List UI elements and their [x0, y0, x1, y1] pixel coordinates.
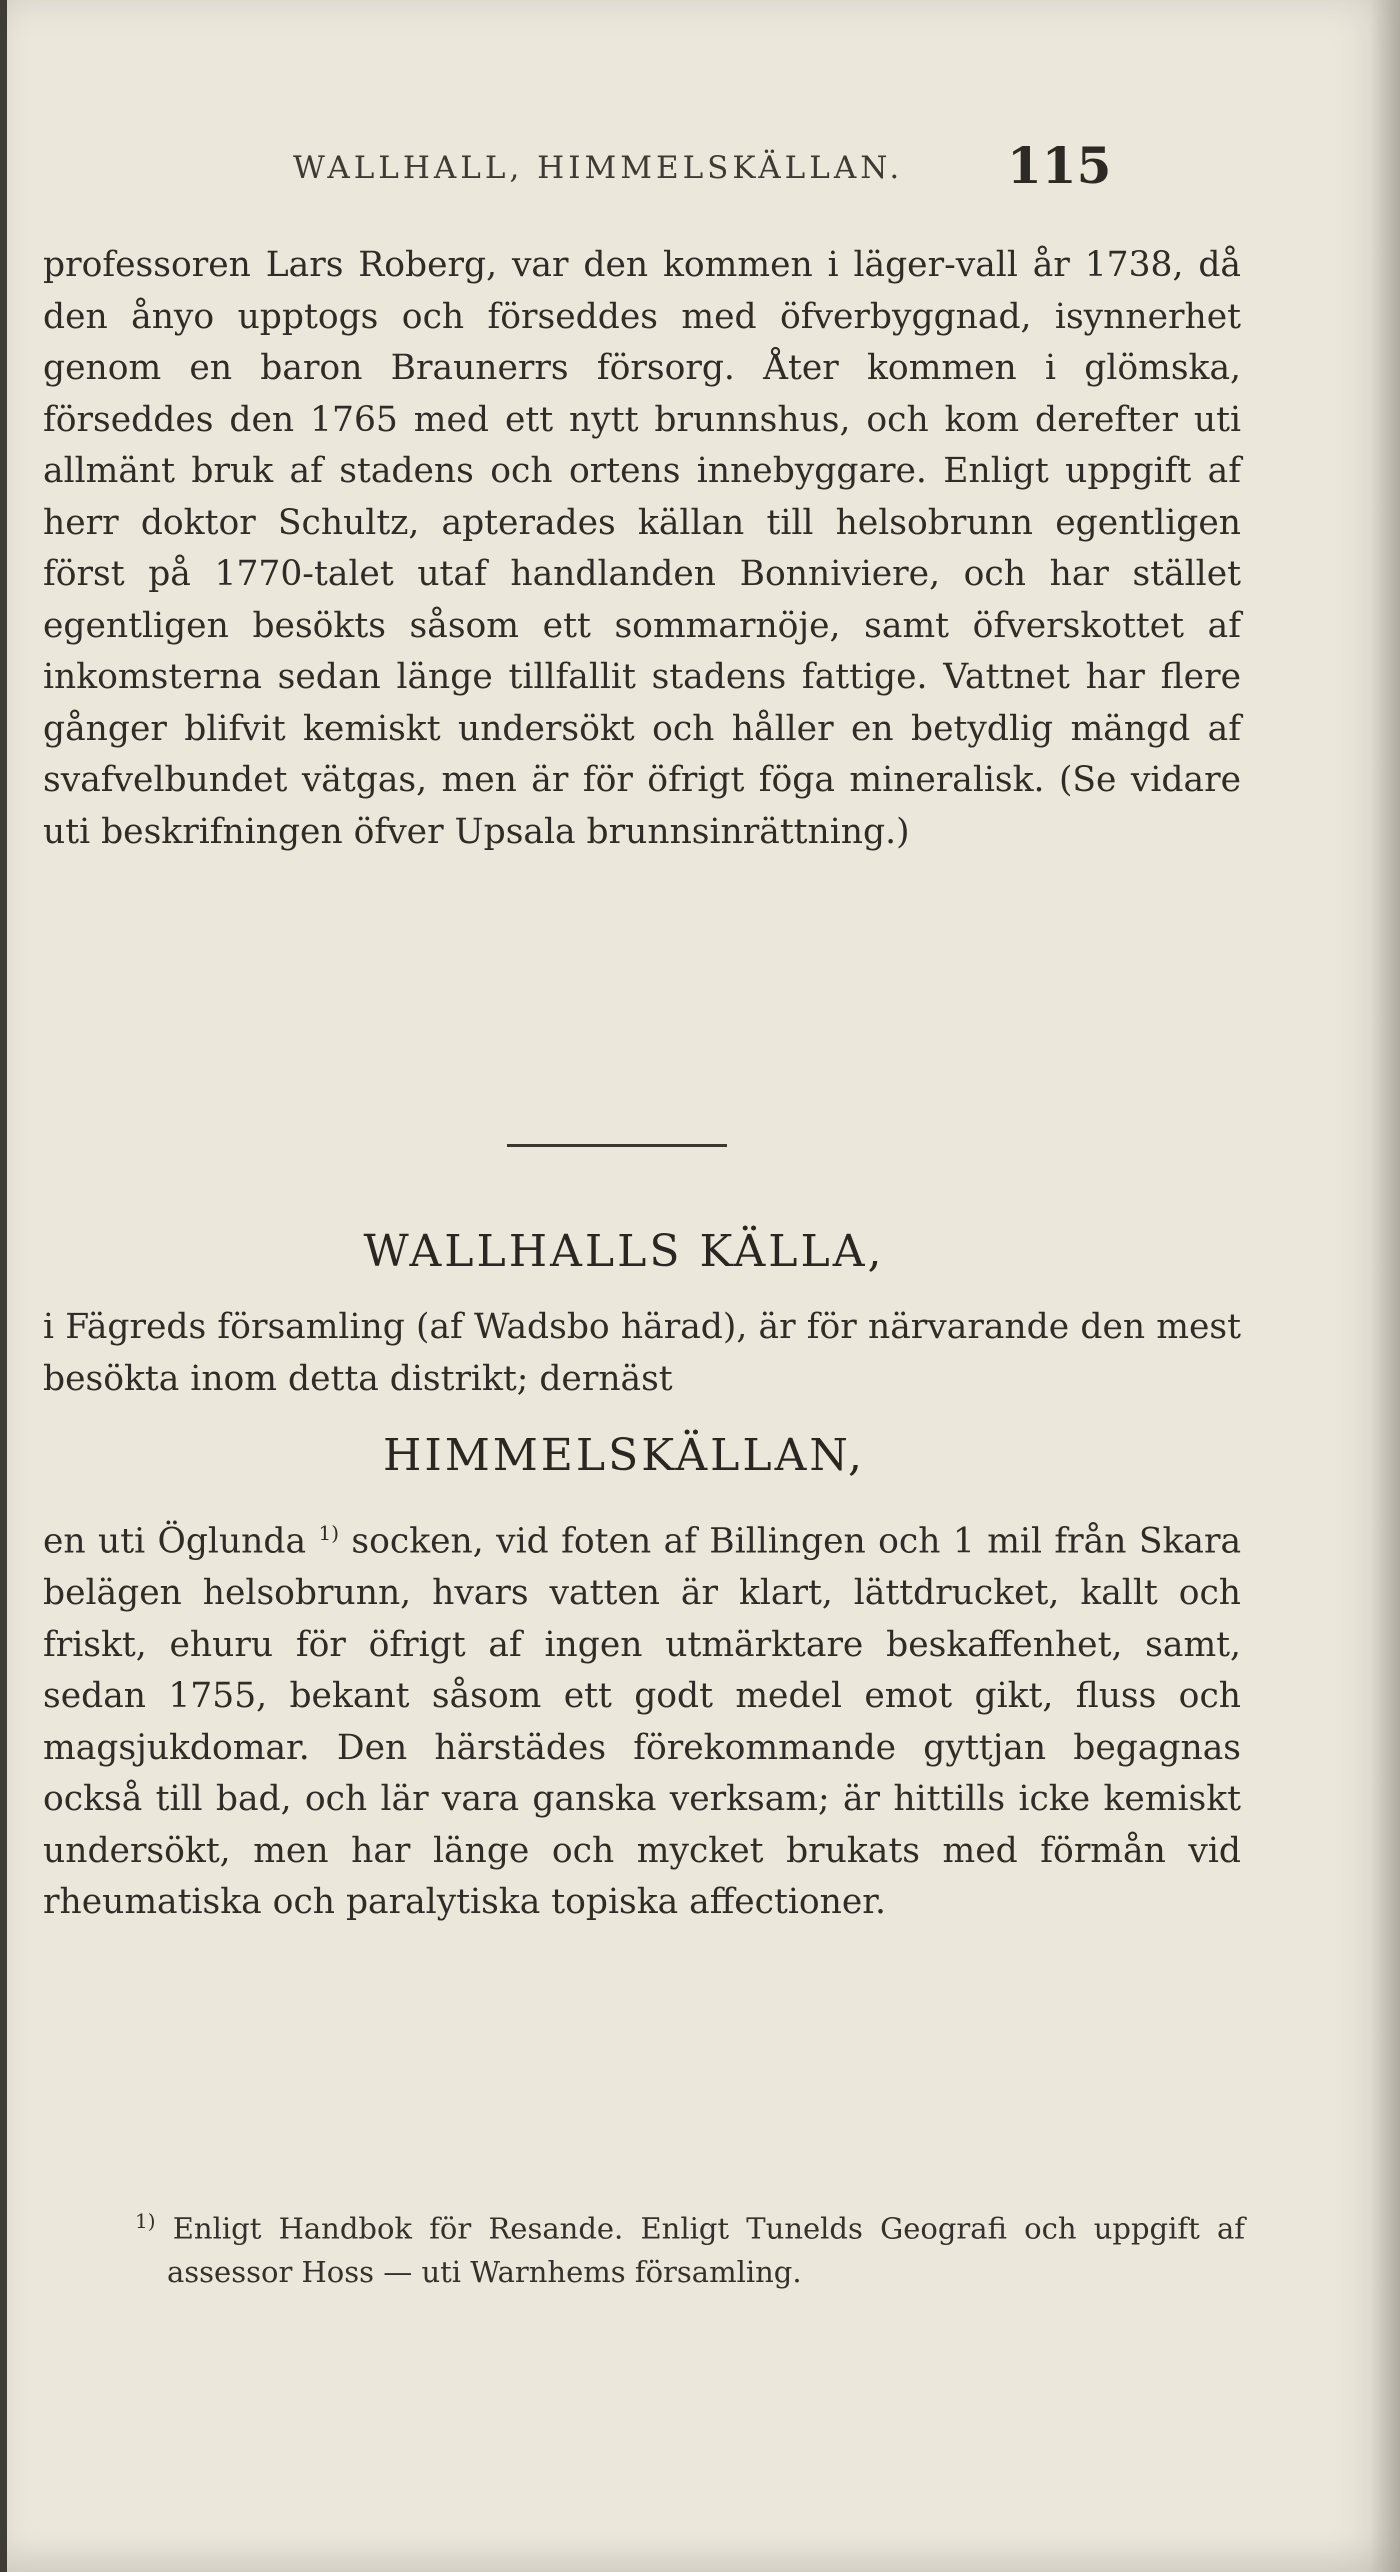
heading-himmelskallan: HIMMELSKÄLLAN,: [382, 1430, 866, 1481]
section-divider: [507, 1144, 727, 1147]
heading-wallhalls-kalla: WALLHALLS KÄLLA,: [363, 1226, 885, 1277]
paragraph-oglunda: [43, 1508, 1241, 1929]
paragraph-roberg: professoren Lars Roberg, var den kommen i läger-vall år 1738, då den ånyo upptogs och förseddes med öfverbyggnad, isynnerhet genom en baron Braunerrs försorg. Åter kommen i glömska, förseddes den 1765 med ett nytt brunnshus, och kom derefter uti allmänt bruk af stadens och ortens innebyggare. Enligt uppgift af herr doktor Schultz, apterades källan till helsobrunn egentligen först på 1770-talet utaf handlanden Bonniviere, och har stället egentligen besökts såsom ett sommarnöje, samt öfverskottet af inkomsterna sedan länge tillfallit stadens fattige. Vattnet har flere gånger blifvit kemiskt undersökt och håller en betydlig mängd af svafvelbundet vätgas, men är för öfrigt föga mineralisk. (Se vidare uti beskrifningen öfver Upsala brunnsinrättning.): [43, 245, 1241, 852]
footnote-marker: 1): [135, 2209, 156, 2233]
footnote: [135, 2200, 1245, 2294]
running-head: WALLHALL, HIMMELSKÄLLAN.: [293, 150, 904, 186]
footnote-text: Enligt Handbok för Resande. Enligt Tunelds Geografi och uppgift af assessor Hoss — uti Warnhems församling.: [167, 2211, 1245, 2289]
page-number: 115: [1007, 136, 1112, 195]
paragraph-fagreds: i Fägreds församling (af Wadsbo härad), är för närvarande den mest besökta inom detta distrikt; dernäst: [43, 1307, 1241, 1399]
paragraph-oglunda-rest: socken, vid foten af Billingen och 1 mil från Skara belägen helsobrunn, hvars vatten är klart, lättdrucket, kallt och friskt, ehuru för öfrigt af ingen utmärktare beskaffenhet, samt, sedan 1755, bekant såsom ett godt medel emot gikt, fluss och magsjukdomar. Den härstädes förekommande gyttjan begagnas också till bad, och lär vara ganska verksam; är hittills icke kemiskt undersökt, men har länge och mycket brukats med förmån vid rheumatiska och paralytiska topiska affectioner.: [43, 1521, 1242, 1922]
footnote-reference[interactable]: 1): [318, 1521, 339, 1545]
paragraph-oglunda-start: en uti Öglunda: [43, 1521, 307, 1562]
